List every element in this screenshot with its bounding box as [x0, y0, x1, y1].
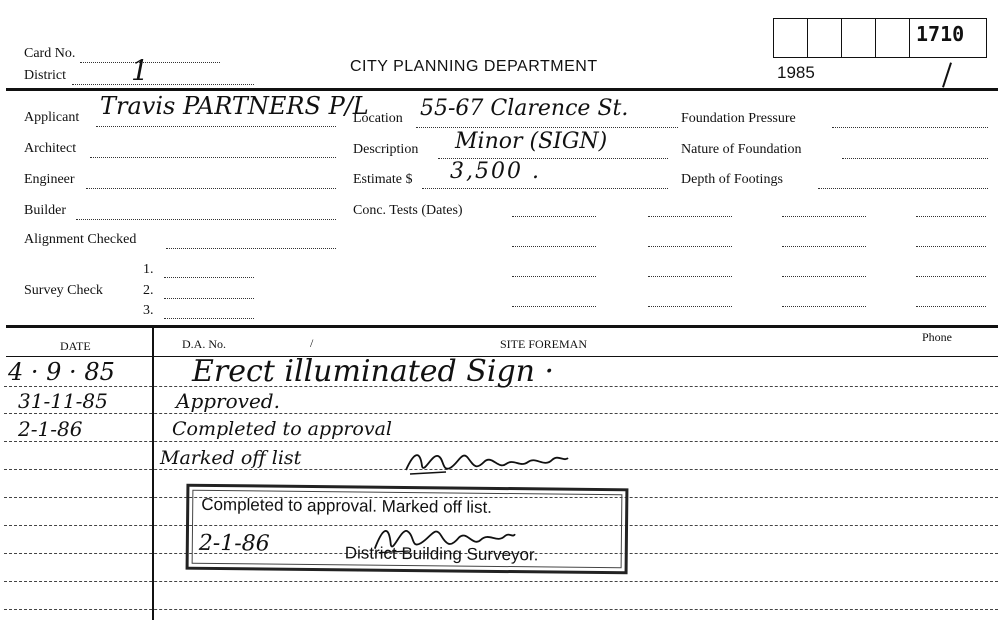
- stamp-signature-icon: [369, 521, 519, 557]
- stamp-line-2: District Building Surveyor.: [344, 543, 539, 565]
- log-line-2: [4, 413, 998, 414]
- depth-footings-field: [818, 188, 988, 189]
- architect-label: Architect: [24, 141, 77, 156]
- year-label: 1985: [777, 63, 815, 82]
- location-field: [416, 127, 678, 128]
- log-header-date: DATE: [60, 339, 91, 353]
- estimate-value: 3,500 .: [450, 159, 541, 184]
- survey-check-label: Survey Check: [24, 283, 103, 298]
- conc-field-3: [782, 216, 866, 217]
- card-no-label: Card No.: [24, 46, 76, 61]
- architect-field: [90, 157, 336, 158]
- tick-mark: [942, 62, 952, 87]
- log-row-3-text: Completed to approval: [172, 418, 392, 440]
- conc-field-6: [648, 246, 732, 247]
- log-header-site-foreman: SITE FOREMAN: [500, 337, 588, 351]
- card-number: 1710: [916, 22, 965, 46]
- approval-stamp: [186, 484, 629, 575]
- applicant-field: [96, 126, 336, 127]
- conc-field-14: [648, 306, 732, 307]
- number-box-3: [841, 18, 876, 58]
- conc-field-16: [916, 306, 986, 307]
- nature-foundation-field: [842, 158, 988, 159]
- engineer-field: [86, 188, 336, 189]
- description-value: Minor (SIGN): [455, 129, 608, 154]
- number-box-1: [773, 18, 808, 58]
- conc-tests-label: Conc. Tests (Dates): [353, 203, 463, 218]
- district-value: 1: [131, 54, 149, 87]
- foundation-pressure-label: Foundation Pressure: [681, 111, 796, 126]
- conc-field-12: [916, 276, 986, 277]
- log-line-8: [4, 581, 998, 582]
- conc-field-4: [916, 216, 986, 217]
- conc-field-10: [648, 276, 732, 277]
- number-box-4: [875, 18, 910, 58]
- top-rule: [6, 88, 998, 91]
- applicant-label: Applicant: [24, 110, 80, 125]
- stamp-line-1: Completed to approval. Marked off list.: [201, 494, 493, 517]
- conc-field-8: [916, 246, 986, 247]
- estimate-label: Estimate $: [353, 172, 413, 187]
- conc-field-1: [512, 216, 596, 217]
- alignment-label: Alignment Checked: [24, 232, 137, 247]
- depth-footings-label: Depth of Footings: [681, 172, 783, 187]
- date-column-divider: [152, 328, 154, 620]
- description-label: Description: [353, 142, 419, 157]
- conc-field-15: [782, 306, 866, 307]
- log-header-da-no: D.A. No.: [182, 337, 226, 351]
- survey-item-1: 1.: [143, 262, 154, 277]
- location-label: Location: [353, 111, 403, 126]
- log-row-1-text: Erect illuminated Sign ·: [192, 354, 555, 389]
- log-row-2-date: 31-11-85: [18, 389, 108, 413]
- number-box-2: [807, 18, 842, 58]
- estimate-field: [422, 188, 668, 189]
- conc-field-9: [512, 276, 596, 277]
- log-row-1-date: 4 · 9 · 85: [8, 358, 115, 386]
- district-field: [72, 84, 254, 85]
- conc-field-13: [512, 306, 596, 307]
- log-rule: [6, 325, 998, 328]
- location-value: 55-67 Clarence St.: [420, 96, 629, 121]
- card-no-field: [80, 62, 220, 63]
- district-label: District: [24, 68, 66, 83]
- alignment-field: [166, 248, 336, 249]
- conc-field-5: [512, 246, 596, 247]
- survey-field-3: [164, 318, 254, 319]
- da-no-slash: /: [310, 336, 314, 350]
- log-row-4-text: Marked off list: [160, 447, 302, 469]
- page-title: CITY PLANNING DEPARTMENT: [350, 58, 598, 75]
- builder-field: [76, 219, 336, 220]
- stamp-date: 2-1-86: [198, 530, 270, 557]
- log-row-3-date: 2-1-86: [18, 417, 83, 441]
- log-line-9: [4, 609, 998, 610]
- conc-field-7: [782, 246, 866, 247]
- survey-item-2: 2.: [143, 283, 154, 298]
- foundation-pressure-field: [832, 127, 988, 128]
- survey-field-1: [164, 277, 254, 278]
- conc-field-11: [782, 276, 866, 277]
- nature-foundation-label: Nature of Foundation: [681, 142, 802, 157]
- engineer-label: Engineer: [24, 172, 75, 187]
- conc-field-2: [648, 216, 732, 217]
- survey-item-3: 3.: [143, 303, 154, 318]
- log-header-phone: Phone: [922, 330, 952, 344]
- applicant-value: Travis PARTNERS P/L: [100, 92, 369, 120]
- survey-field-2: [164, 298, 254, 299]
- log-row-2-text: Approved.: [176, 389, 280, 413]
- log-line-3: [4, 441, 998, 442]
- signature-icon: [402, 444, 572, 478]
- builder-label: Builder: [24, 203, 66, 218]
